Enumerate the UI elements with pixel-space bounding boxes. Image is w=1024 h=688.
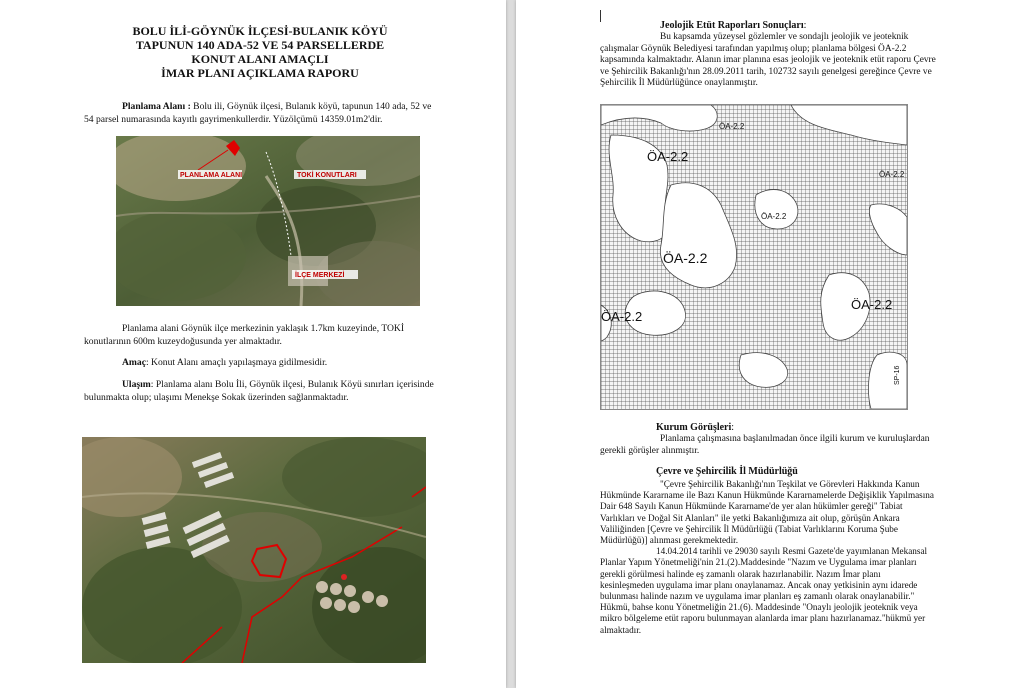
ulasim-text-2: bulunmakta olup; ulaşımı Menekşe Sokak üzerinden sağlanmaktadır. — [84, 392, 349, 403]
label-ilce-merkezi: İLÇE MERKEZİ — [295, 272, 345, 279]
cevre-line-3: Dair 648 Sayılı Kanun Hükmünde Kararname'de yer alan hükümler gereği" Tabiat — [600, 501, 903, 512]
kurum-heading: Kurum Görüşleri: — [656, 422, 735, 433]
cevre-line-4: Varlıkları ve Doğal Sit Alanları" ile yetki Bakanlığımıza ait olup, görüşün Ankara — [600, 512, 900, 523]
jeoloji-line-5: Şehircilik İl Müdürlüğünce onaylanmıştır. — [600, 78, 758, 89]
aerial-photo-site — [82, 437, 426, 663]
jeoloji-zoning-map — [600, 104, 908, 410]
cevre-line-10: kesinleşmeden uygulama imar planı onaylanamaz. Ancak onay yetkisinin aynı idarede — [600, 579, 918, 590]
ulasim-label: Ulaşım — [122, 379, 151, 390]
aerial-photo-planlama — [116, 136, 420, 306]
report-title — [60, 24, 460, 80]
document-page-right — [516, 0, 1024, 688]
cevre-line-14: almaktadır. — [600, 624, 642, 635]
map-label-5: ÖA-2.2 — [663, 250, 708, 266]
page-gutter — [506, 0, 516, 688]
map-label-7: ÖA-2.2 — [851, 297, 893, 312]
location-paragraph — [84, 322, 456, 348]
jeoloji-heading: Jeolojik Etüt Raporları Sonuçları: — [660, 20, 807, 31]
location-text-2: konutlarının 600m kuzeydoğusunda yer almaktadır. — [84, 336, 282, 347]
map-side-label: SP-16 — [894, 365, 901, 385]
title-line-1: BOLU İLİ-GÖYNÜK İLÇESİ-BULANIK KÖYÜ — [132, 24, 388, 38]
cevre-line-1: "Çevre Şehircilik Bakanlığı'nın Teşkilat ve Görevleri Hakkında Kanun — [660, 479, 920, 489]
title-line-2: TAPUNUN 140 ADA-52 VE 54 PARSELLERDE — [135, 38, 385, 52]
jeoloji-line-3: kapsamında kalmaktadır. Alanın imar planına esas jeolojik ve jeoteknik etüt raporu Çevre — [600, 55, 936, 66]
map-label-2: ÖA-2.2 — [647, 149, 689, 164]
cevre-line-12: Hükmü, bahse konu Yönetmeliğin 21.(6). Maddesinde "Onaylı jeolojik jeoteknik veya — [600, 602, 918, 613]
location-text-1: Planlama alani Göynük ilçe merkezinin yaklaşık 1.7km kuzeyinde, TOKİ — [122, 323, 405, 334]
kurum-line-1: Planlama çalışmasına başlanılmadan önce ilgili kurum ve kuruluşlardan — [660, 434, 930, 444]
amac-label: Amaç — [122, 357, 146, 368]
ulasim-text-1: : Planlama alanı Bolu İli, Göynük ilçesi, Bulanık Köyü sınırları içerisinde — [150, 379, 434, 390]
cevre-line-5: Valiliğinden [Çevre ve Şehircilik İl Müdürlüğü (Tabiat Varlıklarını Koruma Şube — [600, 523, 898, 534]
cevre-line-2: Hükmünde Kararname ile Bazı Kanun Hükmünde Kararnamelerde Değişiklik Yapılmasına — [600, 490, 934, 501]
jeoloji-line-2: çalışmalar Göynük Belediyesi tarafından yapılmış olup; planlama bölgesi ÖA-2.2 — [600, 43, 907, 54]
jeoloji-paragraph — [600, 32, 982, 90]
map-label-1: ÖA-2.2 — [719, 122, 745, 131]
amac-paragraph — [122, 356, 458, 369]
cevre-line-13: mikro bölgeleme etüt raporu bulunmayan alanlarda imar planı hazırlanamaz."hükmü yer — [600, 613, 926, 624]
cevre-line-11: bulunması halinde nazım ve uygulama imar planları eş zamanlı olarak onaylanabilir." — [600, 591, 915, 602]
title-line-3: KONUT ALANI AMAÇLI — [191, 52, 329, 66]
ulasim-paragraph — [84, 378, 456, 404]
cevre-line-9: gerekli görülmesi halinde eş zamanlı olarak hazırlanabilir. Nazım İmar planı — [600, 568, 881, 579]
cevre-line-7: 14.04.2014 tarihli ve 29030 sayılı Resmi Gazete'de yayımlanan Mekansal — [656, 546, 928, 557]
map-label-3: ÖA-2.2 — [761, 212, 787, 221]
cevre-paragraph — [600, 479, 982, 636]
planlama-paragraph — [84, 100, 456, 126]
jeoloji-line-4: ve Şehircilik Bakanlığı'nın 28.09.2011 tarih, 102732 sayılı genelgesi gereğince Çevre ve — [600, 66, 932, 77]
text-cursor — [600, 10, 601, 22]
map-label-6: ÖA-2.2 — [601, 309, 643, 324]
map-label-4: ÖA-2.2 — [879, 170, 905, 179]
title-line-4: İMAR PLANI AÇIKLAMA RAPORU — [161, 66, 359, 80]
cevre-line-6: Müdürlüğü)] alınması gerekmektedir. — [600, 535, 739, 546]
cevre-heading: Çevre ve Şehircilik İl Müdürlüğü — [656, 466, 798, 477]
label-toki-konutlari: TOKİ KONUTLARI — [297, 172, 357, 179]
planlama-label: Planlama Alanı : — [122, 101, 191, 112]
kurum-paragraph — [600, 434, 982, 457]
jeoloji-line-1: Bu kapsamda yüzeysel gözlemler ve sondajlı jeolojik ve jeoteknik — [660, 32, 909, 42]
amac-text: : Konut Alanı amaçlı yapılaşmaya gidilmesidir. — [145, 357, 328, 368]
cevre-line-8: Planlar Yapım Yönetmeliği'nin 21.(2).Maddesinde "Nazım ve Uygulama imar planları — [600, 557, 917, 568]
planlama-text-1: Bolu ili, Göynük ilçesi, Bulanık köyü, tapunun 140 ada, 52 ve — [190, 101, 432, 112]
kurum-line-2: gerekli görüşler alınmıştır. — [600, 445, 700, 456]
document-page-left — [0, 0, 506, 688]
label-planlama-alani: PLANLAMA ALANI — [180, 172, 243, 179]
planlama-text-2: 54 parsel numarasında kayıtlı gayrimenkullerdir. Yüzölçümü 14359.01m2'dir. — [84, 114, 383, 125]
